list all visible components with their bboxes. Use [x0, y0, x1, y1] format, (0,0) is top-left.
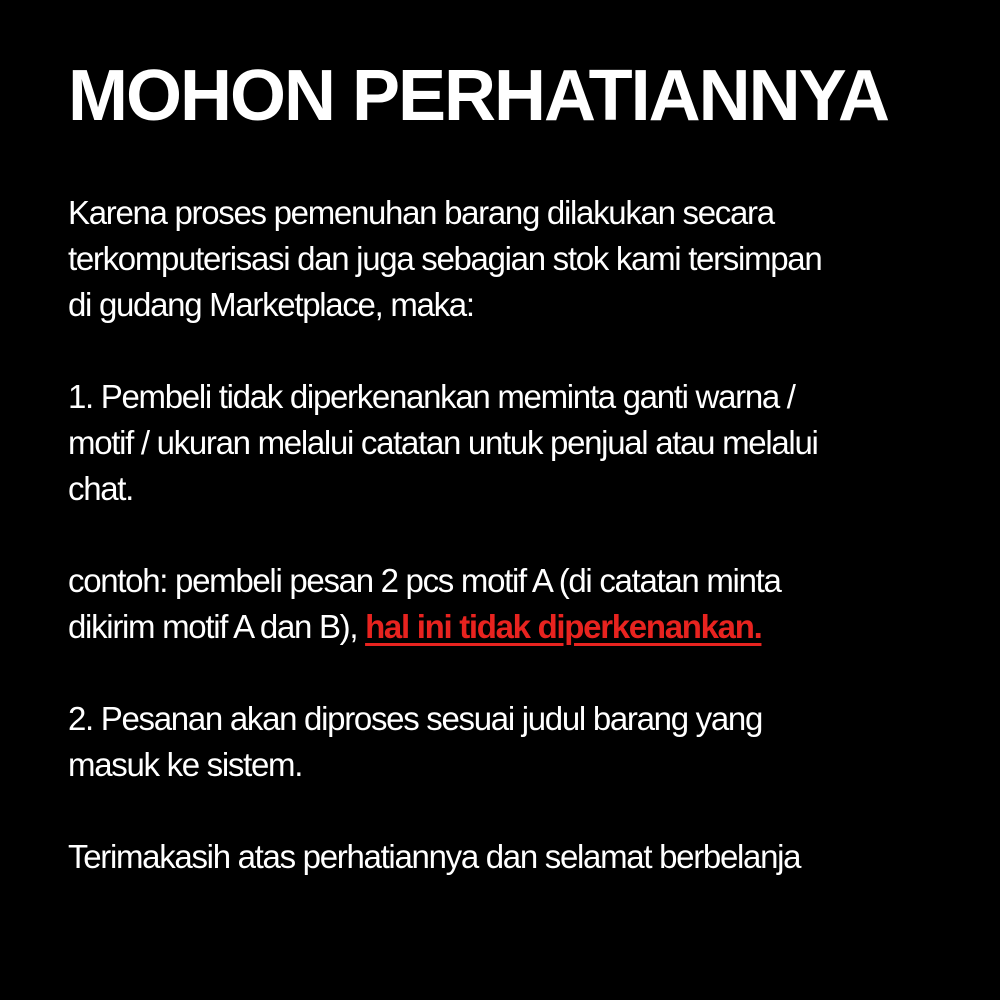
rule-2-line: masuk ke sistem.	[68, 746, 303, 783]
notice-title: MOHON PERHATIANNYA	[68, 56, 889, 136]
rule-2-line: 2. Pesanan akan diproses sesuai judul barang yang	[68, 700, 762, 737]
example-prefix: dikirim motif A dan B),	[68, 608, 366, 645]
rule-1-paragraph	[68, 374, 968, 512]
rule-2-paragraph	[68, 696, 968, 788]
example-paragraph	[68, 558, 968, 650]
example-line-2	[68, 604, 968, 650]
closing-line: Terimakasih atas perhatiannya dan selamat berbelanja	[68, 838, 801, 875]
intro-line: Karena proses pemenuhan barang dilakukan secara	[68, 194, 774, 231]
intro-paragraph	[68, 190, 968, 328]
warning-text: hal ini tidak diperkenankan.	[365, 608, 762, 645]
notice-body	[68, 190, 968, 926]
intro-line: terkomputerisasi dan juga sebagian stok kami tersimpan	[68, 240, 822, 277]
example-line: contoh: pembeli pesan 2 pcs motif A (di catatan minta	[68, 562, 781, 599]
intro-line: di gudang Marketplace, maka:	[68, 286, 474, 323]
rule-1-line: 1. Pembeli tidak diperkenankan meminta ganti warna /	[68, 378, 795, 415]
rule-1-line: motif / ukuran melalui catatan untuk penjual atau melalui	[68, 424, 818, 461]
rule-1-line: chat.	[68, 470, 134, 507]
closing-paragraph	[68, 834, 968, 880]
